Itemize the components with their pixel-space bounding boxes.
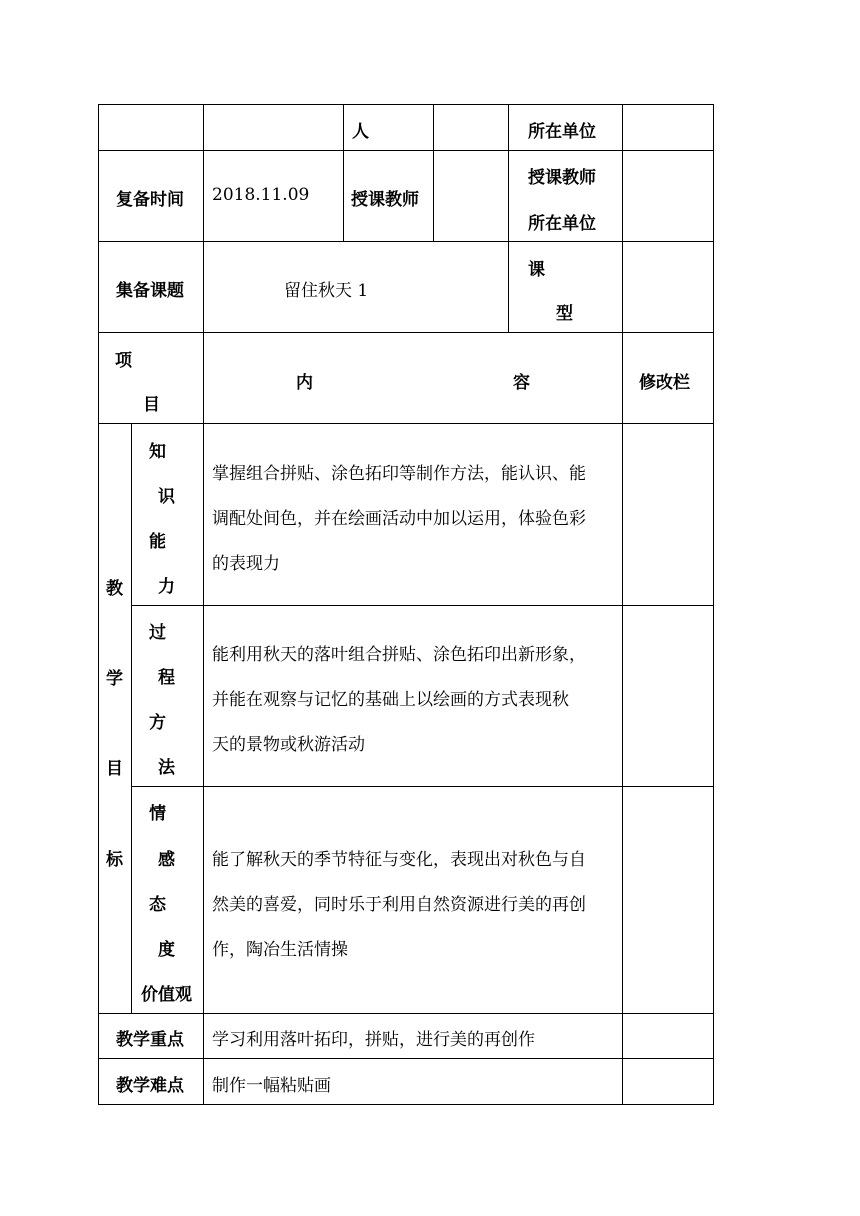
process-label-3: 法	[158, 758, 175, 778]
topic-value: 留住秋天 1	[284, 281, 369, 301]
knowledge-text-2: 调配处间色，并在绘画活动中加以运用，体验色彩	[212, 509, 586, 529]
date-value: 2018.11.09	[212, 185, 310, 205]
goals-label-2: 目	[106, 759, 123, 779]
date-label: 复备时间	[116, 190, 184, 210]
item-label-1: 项	[115, 351, 132, 371]
emotion-label-4: 价值观	[141, 985, 192, 1005]
content-label-2: 容	[513, 373, 530, 393]
process-label-1: 程	[158, 668, 175, 688]
teacher-label: 授课教师	[351, 190, 419, 210]
revision-label: 修改栏	[639, 373, 690, 393]
knowledge-text-3: 的表现力	[212, 554, 280, 574]
process-text-3: 天的景物或秋游活动	[212, 735, 365, 755]
emotion-text-1: 能了解秋天的季节特征与变化，表现出对秋色与自	[212, 850, 586, 870]
teacher-unit-label-2: 所在单位	[528, 214, 596, 234]
knowledge-text-1: 掌握组合拼贴、涂色拓印等制作方法，能认识、能	[212, 464, 586, 484]
process-label-2: 方	[149, 713, 166, 733]
emotion-text-3: 作，陶冶生活情操	[212, 940, 348, 960]
key-point-text: 学习利用落叶拓印，拼贴，进行美的再创作	[212, 1030, 535, 1050]
process-text-1: 能利用秋天的落叶组合拼贴、涂色拓印出新形象，	[212, 645, 586, 665]
emotion-label-1: 感	[158, 850, 175, 870]
knowledge-label-3: 力	[158, 577, 175, 597]
difficulty-text: 制作一幅粘贴画	[212, 1076, 331, 1096]
process-text-2: 并能在观察与记忆的基础上以绘画的方式表现秋	[212, 690, 569, 710]
emotion-label-2: 态	[149, 895, 166, 915]
knowledge-label-1: 识	[158, 487, 175, 507]
knowledge-label-2: 能	[149, 532, 166, 552]
type-label-1: 课	[528, 260, 545, 280]
key-point-label: 教学重点	[116, 1030, 184, 1050]
emotion-label-3: 度	[158, 940, 175, 960]
process-label-0: 过	[149, 623, 166, 643]
goals-label-3: 标	[106, 850, 123, 870]
goals-label-1: 学	[106, 669, 123, 689]
type-label-2: 型	[556, 304, 573, 324]
emotion-text-2: 然美的喜爱，同时乐于利用自然资源进行美的再创	[212, 895, 586, 915]
item-label-2: 目	[143, 395, 160, 415]
difficulty-label: 教学难点	[116, 1076, 184, 1096]
teacher-unit-label-1: 授课教师	[528, 168, 596, 188]
unit-label: 所在单位	[528, 122, 596, 142]
person-label: 人	[352, 122, 369, 142]
emotion-label-0: 情	[149, 804, 166, 824]
knowledge-label-0: 知	[149, 442, 166, 462]
topic-label: 集备课题	[116, 281, 184, 301]
goals-label-0: 教	[106, 579, 123, 599]
content-label-1: 内	[296, 373, 313, 393]
